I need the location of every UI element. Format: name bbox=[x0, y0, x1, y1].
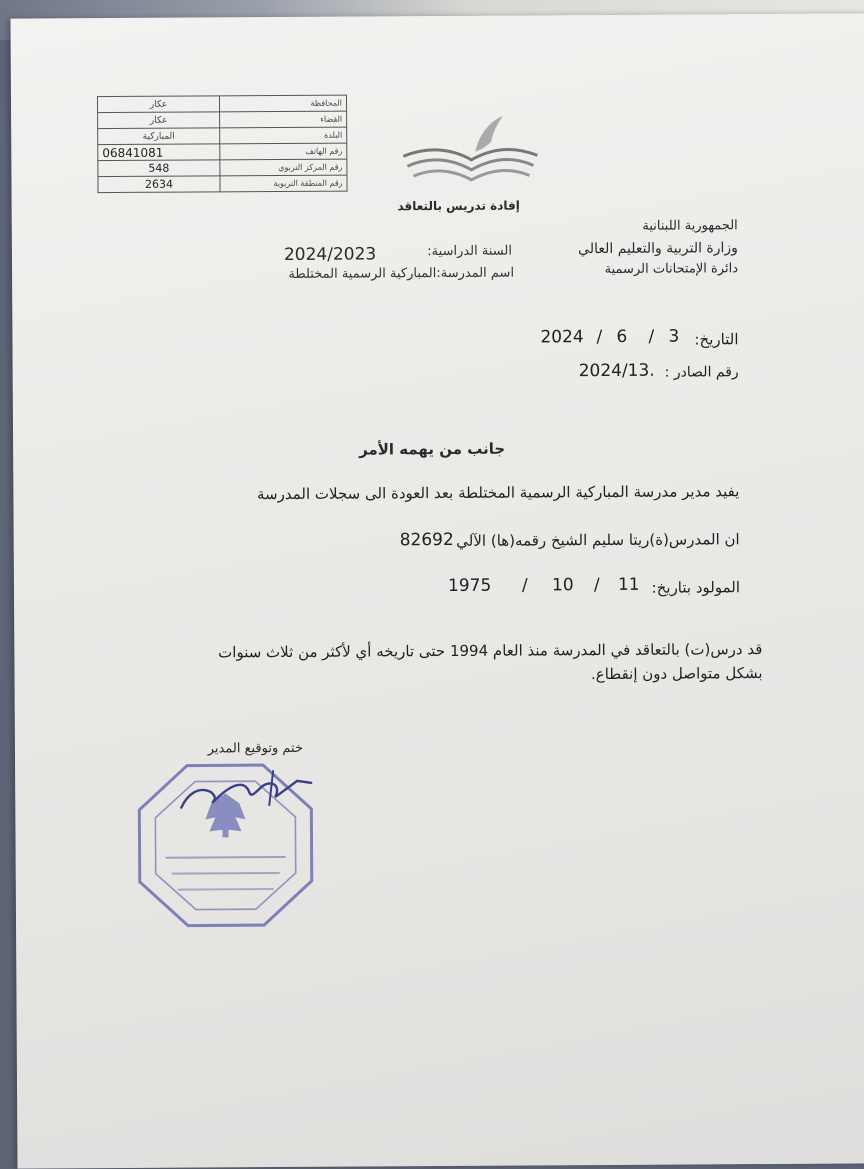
table-row bbox=[98, 111, 347, 129]
republic-label: الجمهورية اللبنانية bbox=[642, 218, 738, 234]
table-cell-label: رقم المركز التربوي bbox=[220, 159, 347, 176]
certificate-title: إفادة تدريس بالتعاقد bbox=[397, 198, 520, 214]
reference-number: 2024/13. bbox=[578, 360, 655, 382]
table-cell-value: 2634 bbox=[98, 176, 220, 193]
date-month: 6 bbox=[616, 326, 628, 347]
date-day: 3 bbox=[668, 326, 680, 347]
date-label: التاريخ: bbox=[694, 330, 739, 349]
document-page bbox=[10, 13, 864, 1168]
school-stamp-icon bbox=[125, 757, 326, 938]
body-line-2: ان المدرس(ة)ريتا سليم الشيخ رقمه(ها) الآلي bbox=[456, 530, 740, 550]
table-row bbox=[98, 175, 347, 193]
body-paragraph-line-2: بشكل متواصل دون إنقطاع. bbox=[590, 664, 763, 684]
school-year-label: السنة الدراسية: bbox=[427, 243, 512, 260]
table-cell-value: عكار bbox=[97, 96, 219, 113]
school-year-value: 2024/2023 bbox=[283, 244, 377, 265]
addressee-heading: جانب من يهمه الأمر bbox=[359, 439, 506, 459]
table-cell-label: رقم الهاتف bbox=[220, 143, 347, 160]
open-book-logo-icon bbox=[399, 111, 541, 192]
teacher-number: 82692 bbox=[399, 529, 454, 551]
date-separator: / bbox=[596, 327, 603, 348]
signature-label: ختم وتوقيع المدير bbox=[207, 740, 304, 757]
department-label: دائرة الإمتحانات الرسمية bbox=[604, 261, 739, 278]
date-separator: / bbox=[648, 326, 655, 347]
birth-year: 1975 bbox=[447, 575, 492, 596]
school-name-line: اسم المدرسة:المباركية الرسمية المختلطة bbox=[288, 265, 515, 282]
body-line-1: يفيد مدير مدرسة المباركية الرسمية المختلطة بعد العودة الى سجلات المدرسة bbox=[256, 482, 740, 504]
school-info-table bbox=[97, 95, 348, 194]
table-row bbox=[97, 95, 346, 113]
table-cell-value: 06841081 bbox=[98, 144, 220, 161]
body-paragraph-line-1: قد درس(ت) بالتعاقد في المدرسة منذ العام 1994 حتى تاريخه أي لأكثر من ثلاث سنوات bbox=[218, 640, 763, 662]
table-cell-value: 548 bbox=[98, 160, 220, 177]
date-year: 2024 bbox=[540, 327, 584, 348]
table-row bbox=[98, 127, 347, 145]
table-cell-label: رقم المنطقة التربوية bbox=[220, 175, 347, 192]
table-cell-label: المحافظة bbox=[219, 95, 346, 112]
birth-month: 10 bbox=[551, 575, 574, 596]
date-separator: / bbox=[593, 575, 600, 596]
table-cell-label: القضاء bbox=[220, 111, 347, 128]
date-separator: / bbox=[521, 575, 528, 596]
table-cell-value: المباركية bbox=[98, 128, 220, 145]
table-row bbox=[98, 143, 347, 161]
birth-date-label: المولود بتاريخ: bbox=[651, 578, 741, 597]
table-cell-value: عكار bbox=[98, 112, 220, 129]
table-cell-label: البلدة bbox=[220, 127, 347, 144]
reference-label: رقم الصادر : bbox=[664, 364, 739, 381]
birth-day: 11 bbox=[617, 574, 640, 595]
table-row bbox=[98, 159, 347, 177]
ministry-label: وزارة التربية والتعليم العالي bbox=[578, 240, 738, 258]
